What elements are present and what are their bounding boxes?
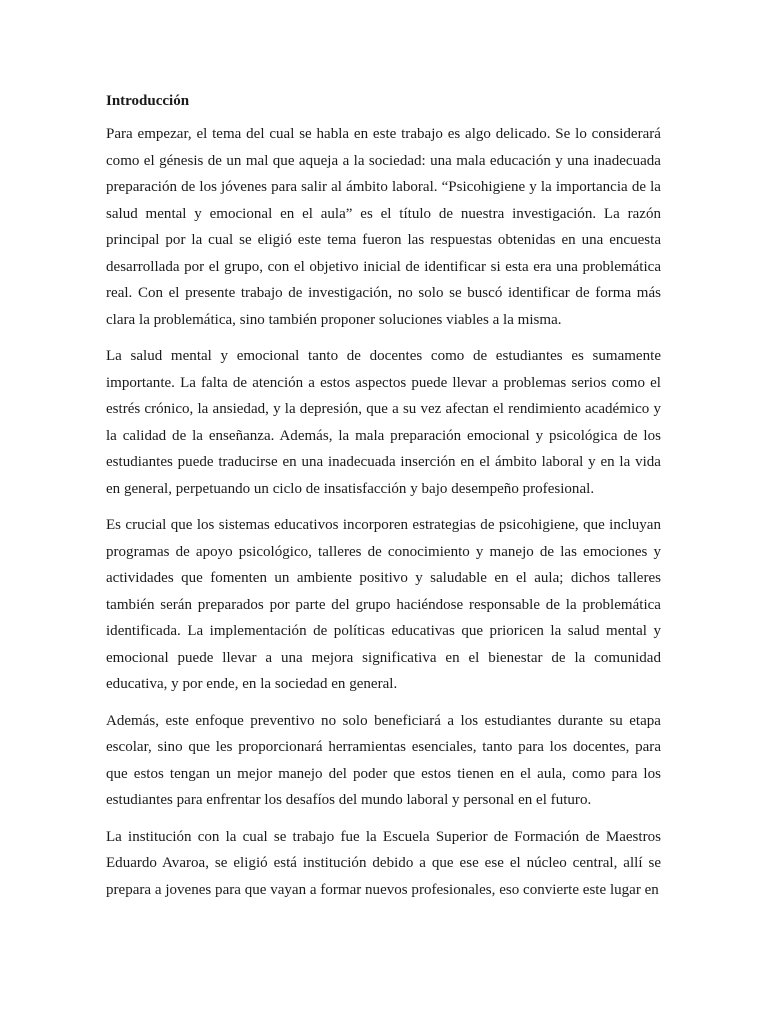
paragraph-5: La institución con la cual se trabajo fue la Escuela Superior de Formación de Maestros Eduardo Avaroa, se eligió está institución debido a que ese ese el núcleo central, allí se prepara a jovenes para que vayan a formar nuevos profesionales, eso convierte este lugar en (106, 828, 661, 898)
section-heading: Introducción (106, 93, 190, 109)
paragraph-1: Para empezar, el tema del cual se habla en este trabajo es algo delicado. Se lo considerará como el génesis de un mal que aqueja a la sociedad: una mala educación y una inadecuada preparación de los jóvenes para salir al ámbito laboral. “Psicohigiene y la importancia de la salud mental y emocional en el aula” es el título de nuestra investigación. La razón principal por la cual se eligió este tema fueron las respuestas obtenidas en una encuesta desarrollada por el grupo, con el objetivo inicial de identificar si esta era una problemática real. Con el presente trabajo de investigación, no solo se buscó identificar de forma más clara la problemática, sino también proponer soluciones viables a la misma. (106, 126, 661, 328)
document-body (106, 89, 661, 913)
paragraph-3: Es crucial que los sistemas educativos incorporen estrategias de psicohigiene, que incluyan programas de apoyo psicológico, talleres de conocimiento y manejo de las emociones y actividades que fomenten un ambiente positivo y saludable en el aula; dichos talleres también serán preparados por parte del grupo haciéndose responsable de la problemática identificada. La implementación de políticas educativas que prioricen la salud mental y emocional puede llevar a una mejora significativa en el bienestar de la comunidad educativa, y por ende, en la sociedad en general. (106, 517, 661, 692)
paragraph-2: La salud mental y emocional tanto de docentes como de estudiantes es sumamente importante. La falta de atención a estos aspectos puede llevar a problemas serios como el estrés crónico, la ansiedad, y la depresión, que a su vez afectan el rendimiento académico y la calidad de la enseñanza. Además, la mala preparación emocional y psicológica de los estudiantes puede traducirse en una inadecuada inserción en el ámbito laboral y en la vida en general, perpetuando un ciclo de insatisfacción y bajo desempeño profesional. (106, 348, 661, 497)
paragraph-4: Además, este enfoque preventivo no solo beneficiará a los estudiantes durante su etapa escolar, sino que les proporcionará herramientas esenciales, tanto para los docentes, para que estos tengan un mejor manejo del poder que estos tienen en el aula, como para los estudiantes para enfrentar los desafíos del mundo laboral y personal en el futuro. (106, 712, 661, 808)
